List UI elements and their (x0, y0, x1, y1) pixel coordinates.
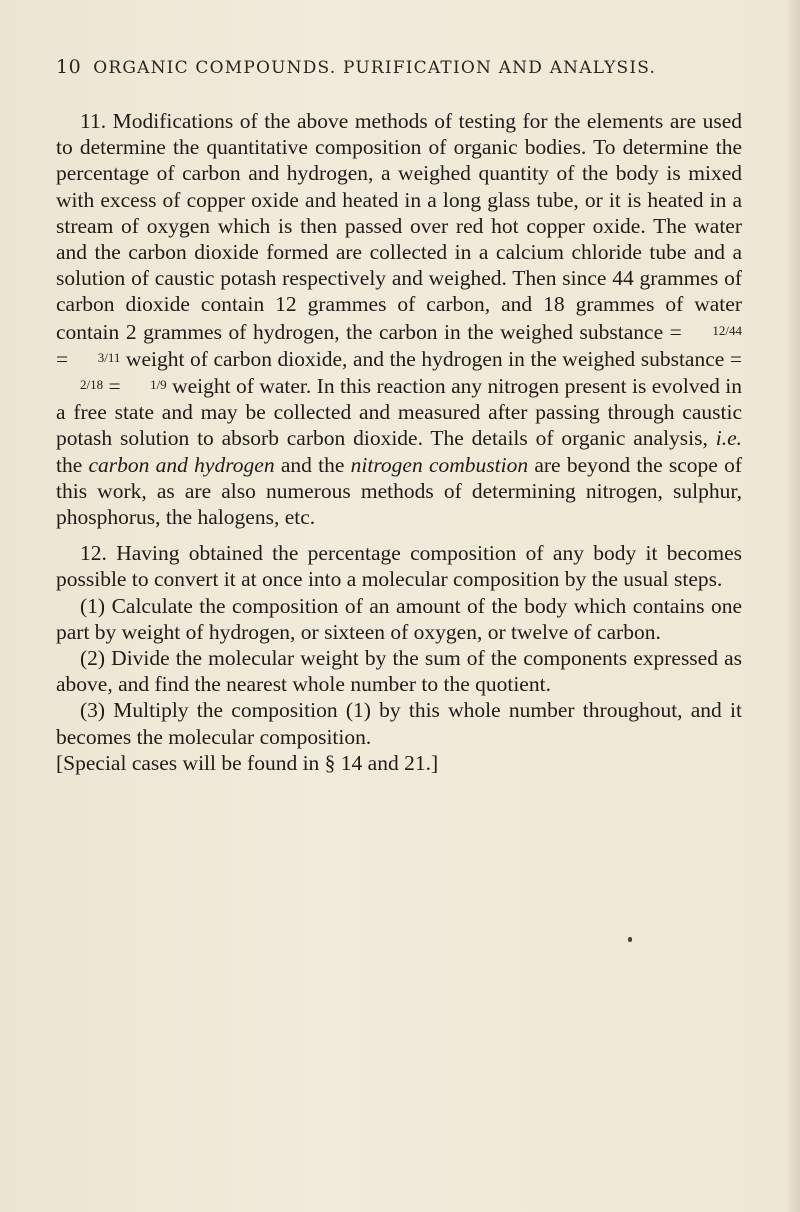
text-run: and the (274, 452, 351, 477)
section-number: 12. (80, 541, 107, 566)
running-header (56, 56, 746, 78)
text-run: weight of water. In this reaction any nitrogen present is evolved in a free state and may be collected and measured after passing through caustic potash solution to absorb carbon dioxide. The details of organic analysis, (56, 374, 742, 451)
paragraph-step-3: (3) Multiply the composition (1) by this whole number throughout, and it becomes the molecular composition. (56, 698, 742, 749)
text-run: the (56, 452, 89, 477)
paragraph-section-12 (56, 540, 742, 592)
italic-term: nitrogen combustion (350, 452, 529, 477)
page-body (56, 108, 742, 776)
paragraph-section-11 (56, 108, 742, 530)
text-run: Having obtained the percentage composition of any body it becomes possible to convert it at once into a molecular composition by the usual steps. (56, 541, 743, 592)
running-title: ORGANIC COMPOUNDS. PURIFICATION AND ANALYSIS. (93, 58, 657, 78)
fraction: 2/18 (80, 377, 104, 393)
fraction: 12/44 (712, 322, 742, 338)
text-run: weight of carbon dioxide, and the hydrogen in the weighed substance = (120, 346, 742, 371)
equals-sign: = (103, 374, 127, 399)
text-run: are beyond the scope of this work, as are also numerous methods of determining nitrogen, sulphur, phosphorus, the halogens, etc. (56, 452, 742, 530)
paragraph-step-1: (1) Calculate the composition of an amount of the body which contains one part by weight of hydrogen, or sixteen of oxygen, or twelve of carbon. (56, 593, 742, 644)
fraction: 3/11 (97, 349, 121, 365)
page-edge-shadow (786, 0, 800, 1212)
section-number: 11. (80, 109, 107, 133)
fraction: 1/9 (150, 377, 167, 393)
text-run: Modifications of the above methods of testing for the elements are used to determine the quantitative composition of organic bodies. To determine the percentage of carbon and hydrogen, a weighed quantity of the body is mixed with excess of copper oxide and heated in a long glass tube, or it is heated in a stream of oxygen which is then passed over red hot copper oxide. The water and the carbon dioxide formed are collected in a calcium chloride tube and a solution of caustic potash respectively and weighed. Then since 44 grammes of carbon dioxide contain 12 grammes of carbon, and 18 grammes of water contain 2 grammes of hydrogen, the carbon in the weighed substance = (56, 109, 743, 344)
equals-sign: = (56, 346, 74, 371)
italic-term: carbon and hydrogen (88, 452, 275, 477)
ink-speck (628, 937, 632, 942)
page-number: 10 (56, 56, 82, 78)
bracket-note: [Special cases will be found in § 14 and 21.] (56, 750, 439, 775)
italic-term: i.e. (715, 426, 742, 451)
paragraph-step-2: (2) Divide the molecular weight by the sum of the components expressed as above, and find the nearest whole number to the quotient. (56, 646, 742, 697)
